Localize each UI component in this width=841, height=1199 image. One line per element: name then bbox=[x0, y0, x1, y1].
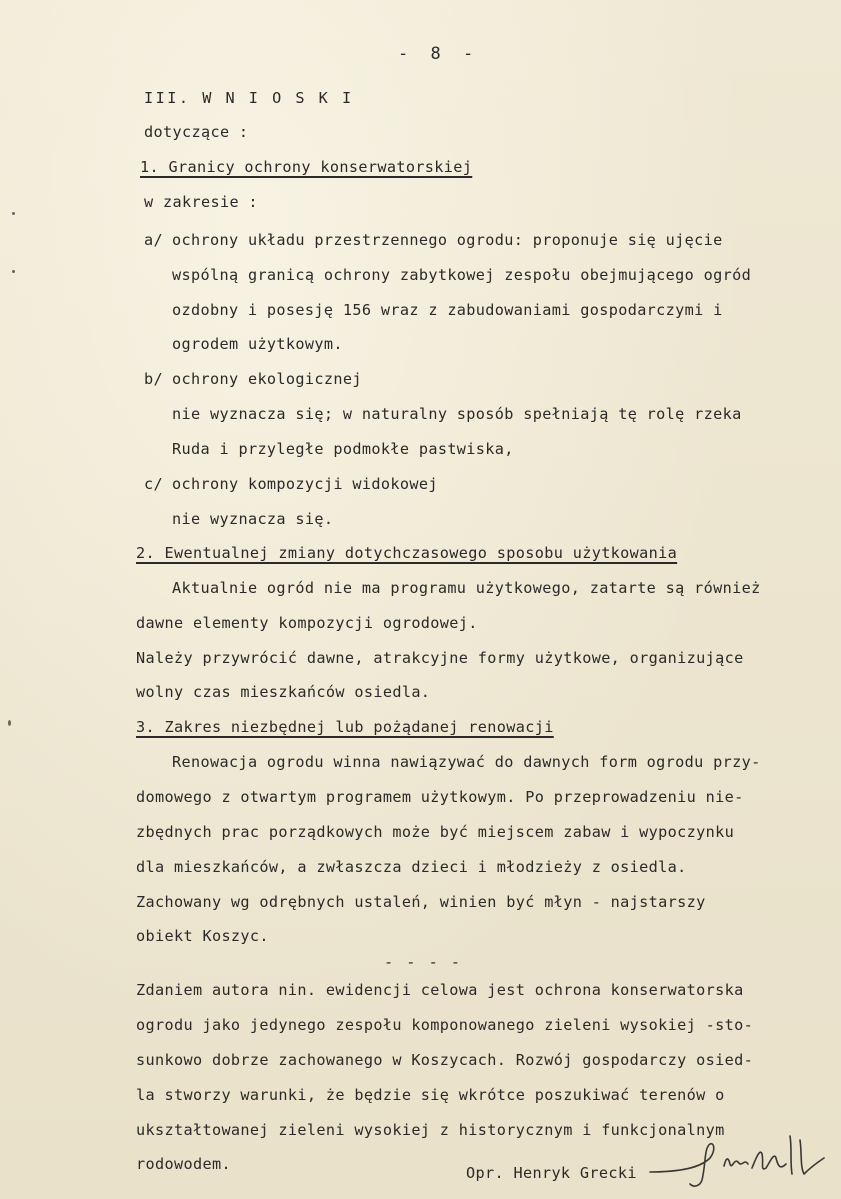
item-a-line: wspólną granicą ochrony zabytkowej zespołu obejmującego ogród bbox=[172, 266, 752, 284]
item-a-line: ogrodem użytkowym. bbox=[172, 335, 343, 353]
chapter-heading: III. W N I O S K I bbox=[144, 89, 354, 107]
conclusion-line: sunkowo dobrze zachowanego w Koszycach. Rozwój gospodarczy osied- bbox=[136, 1051, 754, 1069]
conclusion-line: rodowodem. bbox=[136, 1155, 231, 1173]
conclusion-line: ukształtowanej zieleni wysokiej z historycznym i funkcjonalnym bbox=[136, 1121, 725, 1139]
conclusion-line: la stworzy warunki, że będzie się wkrótce poszukiwać terenów o bbox=[136, 1086, 725, 1104]
section-1-title: 1. Granicy ochrony konserwatorskiej bbox=[140, 158, 473, 176]
margin-mark bbox=[12, 270, 15, 273]
section-3-line: Zachowany wg odrębnych ustaleń, winien być młyn - najstarszy bbox=[136, 893, 706, 911]
section-3-line: obiekt Koszyc. bbox=[136, 927, 269, 945]
author-name: Opr. Henryk Grecki bbox=[466, 1164, 637, 1182]
margin-mark bbox=[8, 720, 11, 726]
conclusion-line: Zdaniem autora nin. ewidencji celowa jest ochrona konserwatorska bbox=[136, 981, 744, 999]
section-2-line: Aktualnie ogród nie ma programu użytkowego, zatarte są również bbox=[172, 579, 761, 597]
chapter-subheading: dotyczące : bbox=[144, 123, 249, 141]
section-1-intro: w zakresie : bbox=[144, 193, 258, 211]
section-3-line: Renowacja ogrodu winna nawiązywać do dawnych form ogrodu przy- bbox=[172, 753, 761, 771]
item-b-marker: b/ bbox=[144, 370, 163, 388]
item-c-line: ochrony kompozycji widokowej bbox=[172, 475, 438, 493]
item-a-line: ochrony układu przestrzennego ogrodu: proponuje się ujęcie bbox=[172, 231, 723, 249]
page-number: - 8 - bbox=[398, 44, 480, 64]
section-3-title: 3. Zakres niezbędnej lub pożądanej renowacji bbox=[136, 718, 554, 736]
section-2-title: 2. Ewentualnej zmiany dotychczasowego sposobu użytkowania bbox=[136, 544, 678, 562]
section-3-line: dla mieszkańców, a zwłaszcza dzieci i młodzieży z osiedla. bbox=[136, 858, 687, 876]
section-3-line: zbędnych prac porządkowych może być miejscem zabaw i wypoczynku bbox=[136, 823, 735, 841]
item-b-line: nie wyznacza się; w naturalny sposób spełniają tę rolę rzeka bbox=[172, 405, 742, 423]
item-a-marker: a/ bbox=[144, 231, 163, 249]
conclusion-line: ogrodu jako jedynego zespołu komponowanego zieleni wysokiej -sto- bbox=[136, 1016, 754, 1034]
section-2-line: dawne elementy kompozycji ogrodowej. bbox=[136, 614, 478, 632]
section-2-line: Należy przywrócić dawne, atrakcyjne formy użytkowe, organizujące bbox=[136, 649, 744, 667]
handwritten-signature bbox=[640, 1128, 830, 1192]
section-2-line: wolny czas mieszkańców osiedla. bbox=[136, 683, 431, 701]
item-c-line: nie wyznacza się. bbox=[172, 510, 334, 528]
item-a-line: ozdobny i posesję 156 wraz z zabudowaniami gospodarczymi i bbox=[172, 301, 723, 319]
item-b-line: ochrony ekologicznej bbox=[172, 370, 362, 388]
item-c-marker: c/ bbox=[144, 475, 163, 493]
margin-mark bbox=[12, 212, 15, 215]
item-b-line: Ruda i przyległe podmokłe pastwiska, bbox=[172, 440, 514, 458]
section-3-line: domowego z otwartym programem użytkowym. Po przeprowadzeniu nie- bbox=[136, 788, 744, 806]
separator: - - - - bbox=[384, 953, 463, 971]
